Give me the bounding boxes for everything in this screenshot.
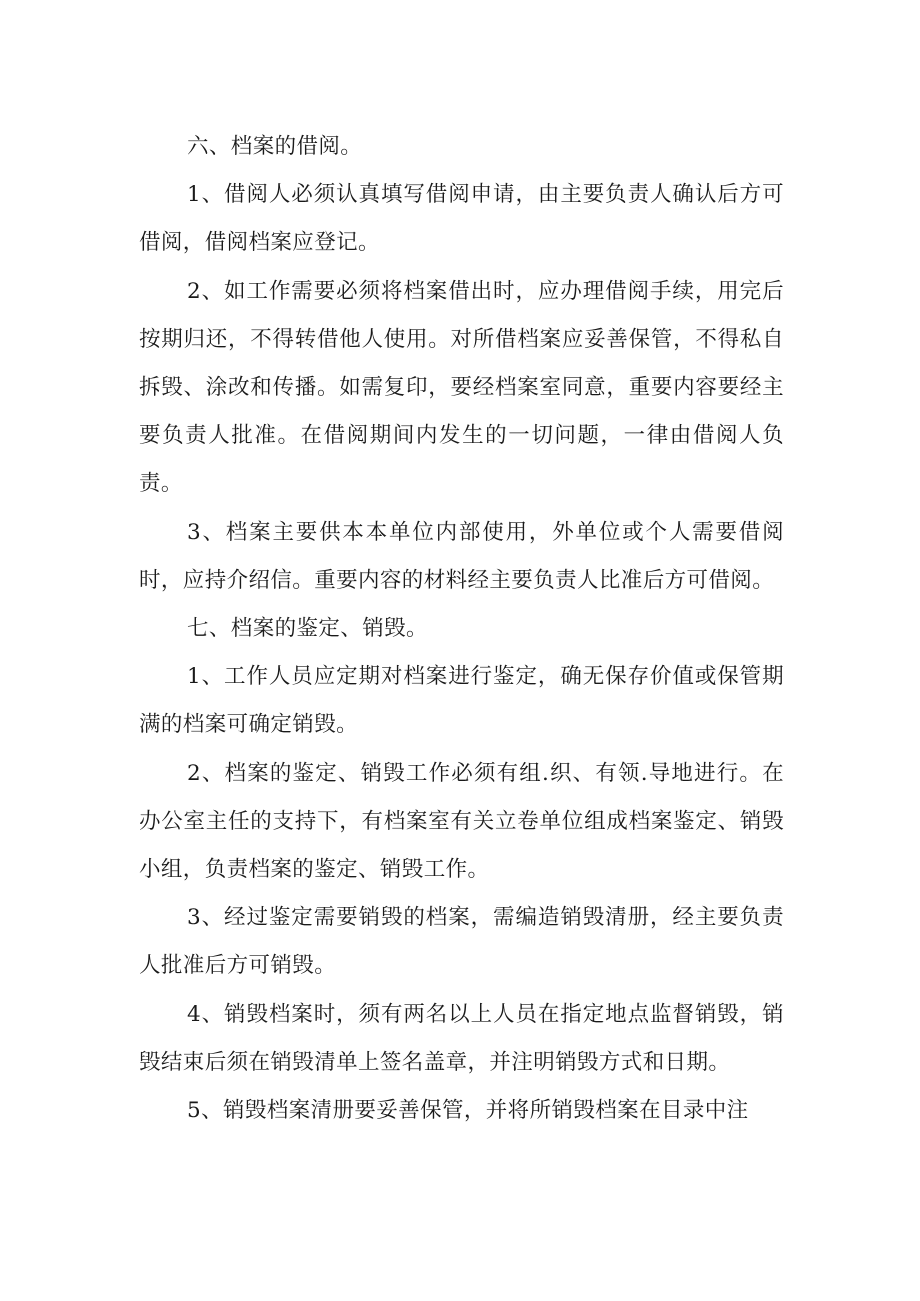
- destruction-rule-2: 2、档案的鉴定、销毁工作必须有组.织、有领.导地进行。在办公室主任的支持下，有档案室有关立卷单位组成档案鉴定、销毁小组，负责档案的鉴定、销毁工作。: [139, 760, 784, 883]
- destruction-rule-5: 5、销毁档案清册要妥善保管，并将所销毁档案在目录中注: [187, 1098, 749, 1124]
- borrowing-rule-3: 3、档案主要供本本单位内部使用，外单位或个人需要借阅时，应持介绍信。重要内容的材料经主要负责人比准后方可借阅。: [139, 519, 784, 593]
- destruction-rule-3: 3、经过鉴定需要销毁的档案，需编造销毁清册，经主要负责人批准后方可销毁。: [139, 905, 784, 979]
- section-heading-appraisal-destruction: 七、档案的鉴定、销毁。: [187, 616, 428, 642]
- destruction-rule-4: 4、销毁档案时，须有两名以上人员在指定地点监督销毁，销毁结束后须在销毁清单上签名盖章，并注明销毁方式和日期。: [139, 1001, 784, 1075]
- section-heading-borrowing: 六、档案的借阅。: [187, 134, 363, 159]
- borrowing-rule-2: 2、如工作需要必须将档案借出时，应办理借阅手续，用完后按期归还，不得转借他人使用。对所借档案应妥善保管，不得私自拆毁、涂改和传播。如需复印，要经档案室同意，重要内容要经主要负责人批准。在借阅期间内发生的一切问题，一律由借阅人负责。: [139, 278, 784, 497]
- document-body: [139, 123, 784, 1135]
- borrowing-rule-1: 1、借阅人必须认真填写借阅申请，由主要负责人确认后方可借阅，借阅档案应登记。: [139, 182, 784, 256]
- destruction-rule-1: 1、工作人员应定期对档案进行鉴定，确无保存价值或保管期满的档案可确定销毁。: [139, 664, 784, 738]
